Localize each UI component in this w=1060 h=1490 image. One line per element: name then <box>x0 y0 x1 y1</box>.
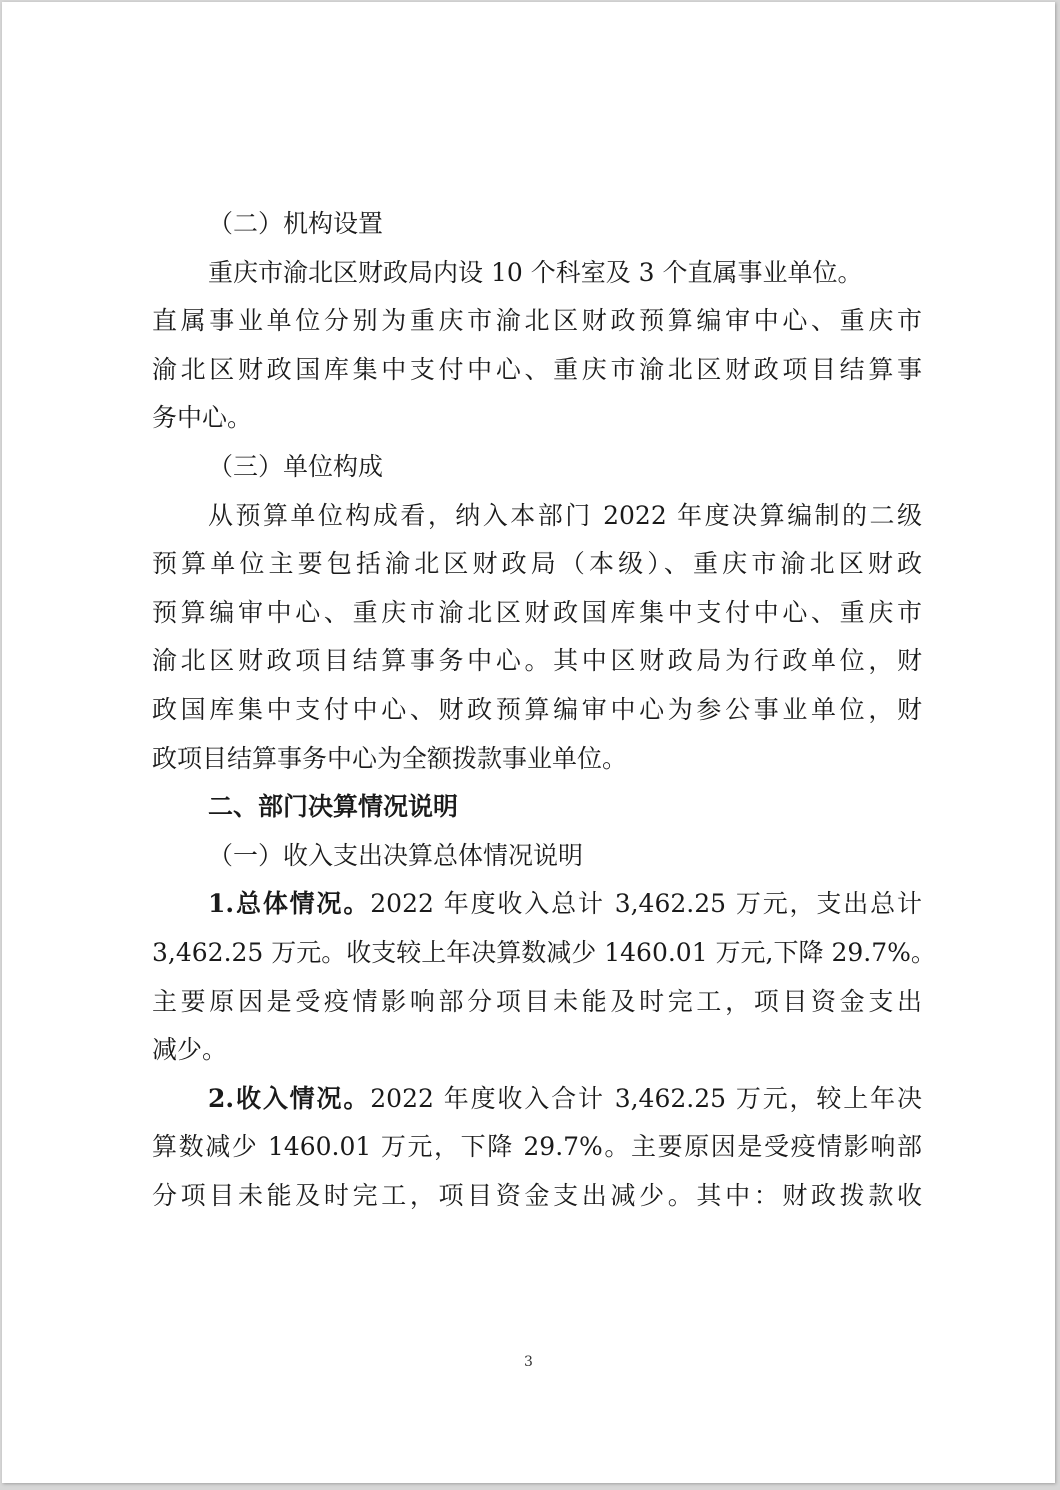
paragraph-text: 2022 年度收入合计 3,462.25 万元，较上年决 <box>370 1083 922 1113</box>
paragraph-line: 分项目未能及时完工，项目资金支出减少。其中：财政拨款收 <box>152 1180 922 1210</box>
paragraph-line: 3,462.25 万元。收支较上年决算数减少 1460.01 万元,下降 29.7%。 <box>152 937 936 967</box>
paragraph-line: 重庆市渝北区财政局内设 10 个科室及 3 个直属事业单位。 <box>208 257 863 287</box>
page-number: 3 <box>524 1354 533 1370</box>
section-heading-final-accounts: 二、部门决算情况说明 <box>208 792 459 822</box>
paragraph-line: 直属事业单位分别为重庆市渝北区财政预算编审中心、重庆市 <box>152 306 922 336</box>
paragraph-line-overall <box>152 880 922 929</box>
section-heading-organization: （二）机构设置 <box>208 209 384 238</box>
paragraph-line-income <box>152 1075 922 1124</box>
subsection-heading-income-expense: （一）收入支出决算总体情况说明 <box>208 840 584 870</box>
paragraph-line: 渝北区财政项目结算事务中心。其中区财政局为行政单位，财 <box>152 646 922 676</box>
document-page <box>2 2 1055 1483</box>
paragraph-line: 预算单位主要包括渝北区财政局（本级）、重庆市渝北区财政 <box>152 549 922 579</box>
paragraph-line: 政国库集中支付中心、财政预算编审中心为参公事业单位，财 <box>152 694 922 724</box>
paragraph-line: 政项目结算事务中心为全额拨款事业单位。 <box>152 743 628 773</box>
paragraph-line: 减少。 <box>152 1035 228 1065</box>
paragraph-line: 算数减少 1460.01 万元，下降 29.7%。主要原因是受疫情影响部 <box>152 1132 922 1162</box>
section-heading-unit-composition: （三）单位构成 <box>208 451 384 481</box>
paragraph-line: 务中心。 <box>152 403 253 433</box>
bold-lead-overall: 1.总体情况。 <box>208 889 371 919</box>
paragraph-line: 预算编审中心、重庆市渝北区财政国库集中支付中心、重庆市 <box>152 597 922 627</box>
paragraph-line: 主要原因是受疫情影响部分项目未能及时完工，项目资金支出 <box>152 986 922 1016</box>
document-body <box>152 200 936 1220</box>
paragraph-text: 2022 年度收入总计 3,462.25 万元，支出总计 <box>370 889 922 919</box>
paragraph-line: 从预算单位构成看，纳入本部门 2022 年度决算编制的二级 <box>208 500 922 530</box>
bold-lead-income: 2.收入情况。 <box>208 1083 371 1113</box>
paragraph-line: 渝北区财政国库集中支付中心、重庆市渝北区财政项目结算事 <box>152 354 922 384</box>
